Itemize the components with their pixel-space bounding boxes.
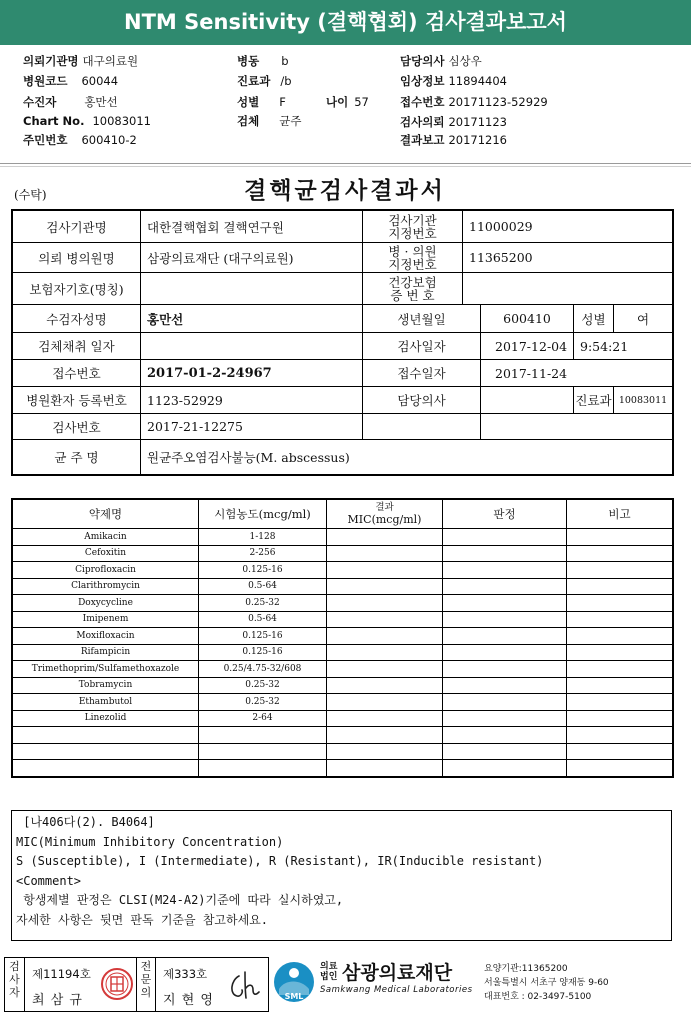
info-table-frame (11, 209, 674, 476)
drug-row (13, 760, 673, 777)
header-field: 담당의사 심상우 (400, 54, 482, 68)
drug-name: Moxifloxacin (13, 628, 199, 645)
header-field: 병원코드 60044 (23, 74, 119, 88)
header-field: 나이 57 (326, 95, 369, 109)
drug-mic (327, 760, 443, 777)
dob-label: 생년월일 (363, 305, 481, 333)
drug-conc: 2-64 (199, 710, 327, 727)
header-field: 병동 b (237, 54, 289, 68)
logo-text: SML (284, 992, 304, 1001)
drug-note (567, 545, 673, 562)
drug-judge (443, 578, 567, 595)
drug-note (567, 644, 673, 661)
signature-icon (225, 966, 265, 1004)
drug-note (567, 578, 673, 595)
report-title: NTM Sensitivity (결핵협회) 검사결과보고서 (0, 0, 691, 45)
drug-conc: 1-128 (199, 529, 327, 546)
drug-name: Tobramycin (13, 677, 199, 694)
hosp-label: 의뢰 병의원명 (13, 243, 141, 273)
comment-line: MIC(Minimum Inhibitory Concentration) (16, 834, 284, 849)
drug-row (13, 529, 673, 546)
phone: 대표번호 : 02-3497-5100 (484, 992, 592, 1002)
doctor-value (481, 387, 574, 414)
receipt-date-value: 2017-11-24 (481, 360, 673, 387)
drug-mic (327, 562, 443, 579)
drug-mic (327, 578, 443, 595)
drug-table-frame (11, 498, 674, 778)
insurer-label: 보험자기호(명칭) (13, 273, 141, 305)
drug-name (13, 743, 199, 760)
tester-seal-icon (100, 967, 134, 1001)
foundation-english-name: Samkwang Medical Laboratories (320, 985, 473, 995)
header-field: 검체 균주 (237, 114, 302, 128)
drug-mic (327, 644, 443, 661)
comment-line: [나406다(2). B4064] (16, 815, 155, 829)
header-field: 결과보고 20171216 (400, 133, 507, 147)
drug-conc (199, 760, 327, 777)
drug-note (567, 661, 673, 678)
drug-note (567, 727, 673, 744)
org-value: 대한결핵협회 결핵연구원 (141, 211, 363, 243)
drug-judge (443, 743, 567, 760)
drug-row (13, 545, 673, 562)
drug-note (567, 694, 673, 711)
insurer-value (141, 273, 363, 305)
test-no-label: 검사번호 (13, 414, 141, 440)
hosp-code-label: 병 · 의원 지정번호 (363, 243, 463, 273)
header-field: 주민번호 600410-2 (23, 133, 137, 147)
drug-mic (327, 545, 443, 562)
collect-value (141, 333, 363, 360)
drug-row (13, 743, 673, 760)
drug-name (13, 760, 199, 777)
collect-label: 검체채취 일자 (13, 333, 141, 360)
drug-name: Clarithromycin (13, 578, 199, 595)
org-code-value: 11000029 (463, 211, 673, 243)
drug-mic (327, 611, 443, 628)
drug-mic (327, 710, 443, 727)
drug-judge (443, 628, 567, 645)
test-date-value: 2017-12-04 (481, 333, 574, 360)
address: 서울특별시 서초구 양재동 9-60 (484, 978, 609, 988)
info-table (12, 210, 673, 475)
comment-line: S (Susceptible), I (Intermediate), R (Resistant), IR(Inducible resistant) (16, 854, 544, 868)
specialist-name: 지 현 영 (163, 993, 214, 1008)
drug-note (567, 677, 673, 694)
hosp-code-value: 11365200 (463, 243, 673, 273)
header-drug: 약제명 (13, 500, 199, 529)
comment-line: <Comment> (16, 873, 82, 888)
drug-name: Doxycycline (13, 595, 199, 612)
receipt-label: 접수번호 (13, 360, 141, 387)
drug-row (13, 661, 673, 678)
drug-conc: 0.125-16 (199, 562, 327, 579)
test-no-value: 2017-21-12275 (141, 414, 363, 440)
drug-conc: 0.25-32 (199, 694, 327, 711)
tester-number: 제11194호 (32, 967, 91, 981)
drug-judge (443, 529, 567, 546)
drug-note (567, 760, 673, 777)
drug-name: Amikacin (13, 529, 199, 546)
drug-judge (443, 545, 567, 562)
blank-cell (363, 414, 481, 440)
tester-name: 최 삼 규 (32, 993, 83, 1008)
drug-conc: 0.125-16 (199, 644, 327, 661)
org-code: 요양기관:11365200 (484, 964, 568, 974)
drug-note (567, 628, 673, 645)
comment-line: 자세한 사항은 뒷면 판독 기준을 참고하세요. (16, 912, 269, 927)
drug-row (13, 595, 673, 612)
name-value: 홍만선 (141, 305, 363, 333)
drug-mic (327, 694, 443, 711)
drug-mic (327, 661, 443, 678)
specialist-number: 제333호 (163, 967, 208, 981)
drug-judge (443, 644, 567, 661)
drug-judge (443, 562, 567, 579)
drug-conc: 0.25/4.75-32/608 (199, 661, 327, 678)
header-field: 성별 F (237, 95, 286, 109)
health-label: 건강보험 증 번 호 (363, 273, 463, 305)
header-field: 수진자 홍만선 (23, 95, 118, 109)
drug-mic (327, 628, 443, 645)
drug-name: Ciprofloxacin (13, 562, 199, 579)
drug-table (12, 499, 673, 777)
drug-judge (443, 694, 567, 711)
patient-reg-label: 병원환자 등록번호 (13, 387, 141, 414)
drug-name: Linezolid (13, 710, 199, 727)
doctor-label: 담당의사 (363, 387, 481, 414)
drug-row (13, 710, 673, 727)
header-result: 결과 MIC(mcg/ml) (327, 500, 443, 529)
header-judge: 판정 (443, 500, 567, 529)
foundation-name: 삼광의료재단 (342, 962, 453, 984)
specialist-label: 전 문 의 (136, 958, 156, 1011)
drug-judge (443, 710, 567, 727)
drug-row (13, 677, 673, 694)
header-field: 접수번호 20171123-52929 (400, 95, 548, 109)
drug-name: Cefoxitin (13, 545, 199, 562)
drug-judge (443, 760, 567, 777)
drug-conc (199, 727, 327, 744)
header-field: Chart No. 10083011 (23, 114, 151, 128)
drug-name: Ethambutol (13, 694, 199, 711)
header-note: 비고 (567, 500, 673, 529)
drug-note (567, 595, 673, 612)
comment-line: 항생제별 판정은 CLSI(M24-A2)기준에 따라 실시하였고, (16, 893, 344, 907)
drug-note (567, 743, 673, 760)
drug-judge (443, 611, 567, 628)
drug-name: Trimethoprim/Sulfamethoxazole (13, 661, 199, 678)
drug-conc: 0.125-16 (199, 628, 327, 645)
health-value (463, 273, 673, 305)
drug-row (13, 562, 673, 579)
org-code-label: 검사기관 지정번호 (363, 211, 463, 243)
receipt-value: 2017-01-2-24967 (141, 360, 363, 387)
dept-value: 10083011 (614, 387, 673, 414)
drug-note (567, 710, 673, 727)
drug-conc: 0.25-32 (199, 677, 327, 694)
dept-label: 진료과 (574, 387, 614, 414)
blank-cell (481, 414, 673, 440)
drug-row (13, 727, 673, 744)
patient-reg-value: 1123-52929 (141, 387, 363, 414)
drug-row (13, 628, 673, 645)
drug-mic (327, 529, 443, 546)
drug-conc (199, 743, 327, 760)
drug-judge (443, 595, 567, 612)
drug-note (567, 562, 673, 579)
dob-value: 600410 (481, 305, 574, 333)
foundation-prefix: 의료 법인 (320, 962, 338, 982)
header-field: 검사의뢰 20171123 (400, 115, 507, 129)
drug-conc: 2-256 (199, 545, 327, 562)
signature-box (4, 957, 269, 1012)
test-date-label: 검사일자 (363, 333, 481, 360)
header-field: 진료과 /b (237, 74, 292, 88)
drug-conc: 0.5-64 (199, 578, 327, 595)
drug-mic (327, 727, 443, 744)
header-field: 의뢰기관명 대구의료원 (23, 54, 139, 68)
test-time-value: 9:54:21 (574, 333, 673, 360)
drug-judge (443, 677, 567, 694)
drug-name: Rifampicin (13, 644, 199, 661)
divider (0, 166, 691, 167)
hosp-value: 삼광의료재단 (대구의료원) (141, 243, 363, 273)
comment-box (11, 810, 672, 941)
drug-note (567, 529, 673, 546)
drug-row (13, 644, 673, 661)
divider (0, 163, 691, 164)
name-label: 수검자성명 (13, 305, 141, 333)
drug-judge (443, 661, 567, 678)
header-field: 임상정보 11894404 (400, 74, 507, 88)
drug-row (13, 578, 673, 595)
drug-mic (327, 595, 443, 612)
doc-title: 결핵균검사결과서 (244, 177, 446, 204)
header-conc: 시험농도(mcg/ml) (199, 500, 327, 529)
drug-row (13, 694, 673, 711)
sex-label: 성별 (574, 305, 614, 333)
drug-conc: 0.25-32 (199, 595, 327, 612)
org-label: 검사기관명 (13, 211, 141, 243)
drug-judge (443, 727, 567, 744)
drug-conc: 0.5-64 (199, 611, 327, 628)
drug-note (567, 611, 673, 628)
doc-tag: (수탁) (14, 188, 47, 202)
strain-label: 균 주 명 (13, 440, 141, 475)
strain-value: 원균주오염검사불능(M. abscessus) (141, 440, 673, 475)
tester-label: 검 사 자 (5, 958, 25, 1011)
foundation-contact (484, 962, 609, 1004)
drug-name: Imipenem (13, 611, 199, 628)
receipt-date-label: 접수일자 (363, 360, 481, 387)
drug-name (13, 727, 199, 744)
drug-mic (327, 743, 443, 760)
drug-row (13, 611, 673, 628)
drug-mic (327, 677, 443, 694)
sex-value: 여 (614, 305, 673, 333)
